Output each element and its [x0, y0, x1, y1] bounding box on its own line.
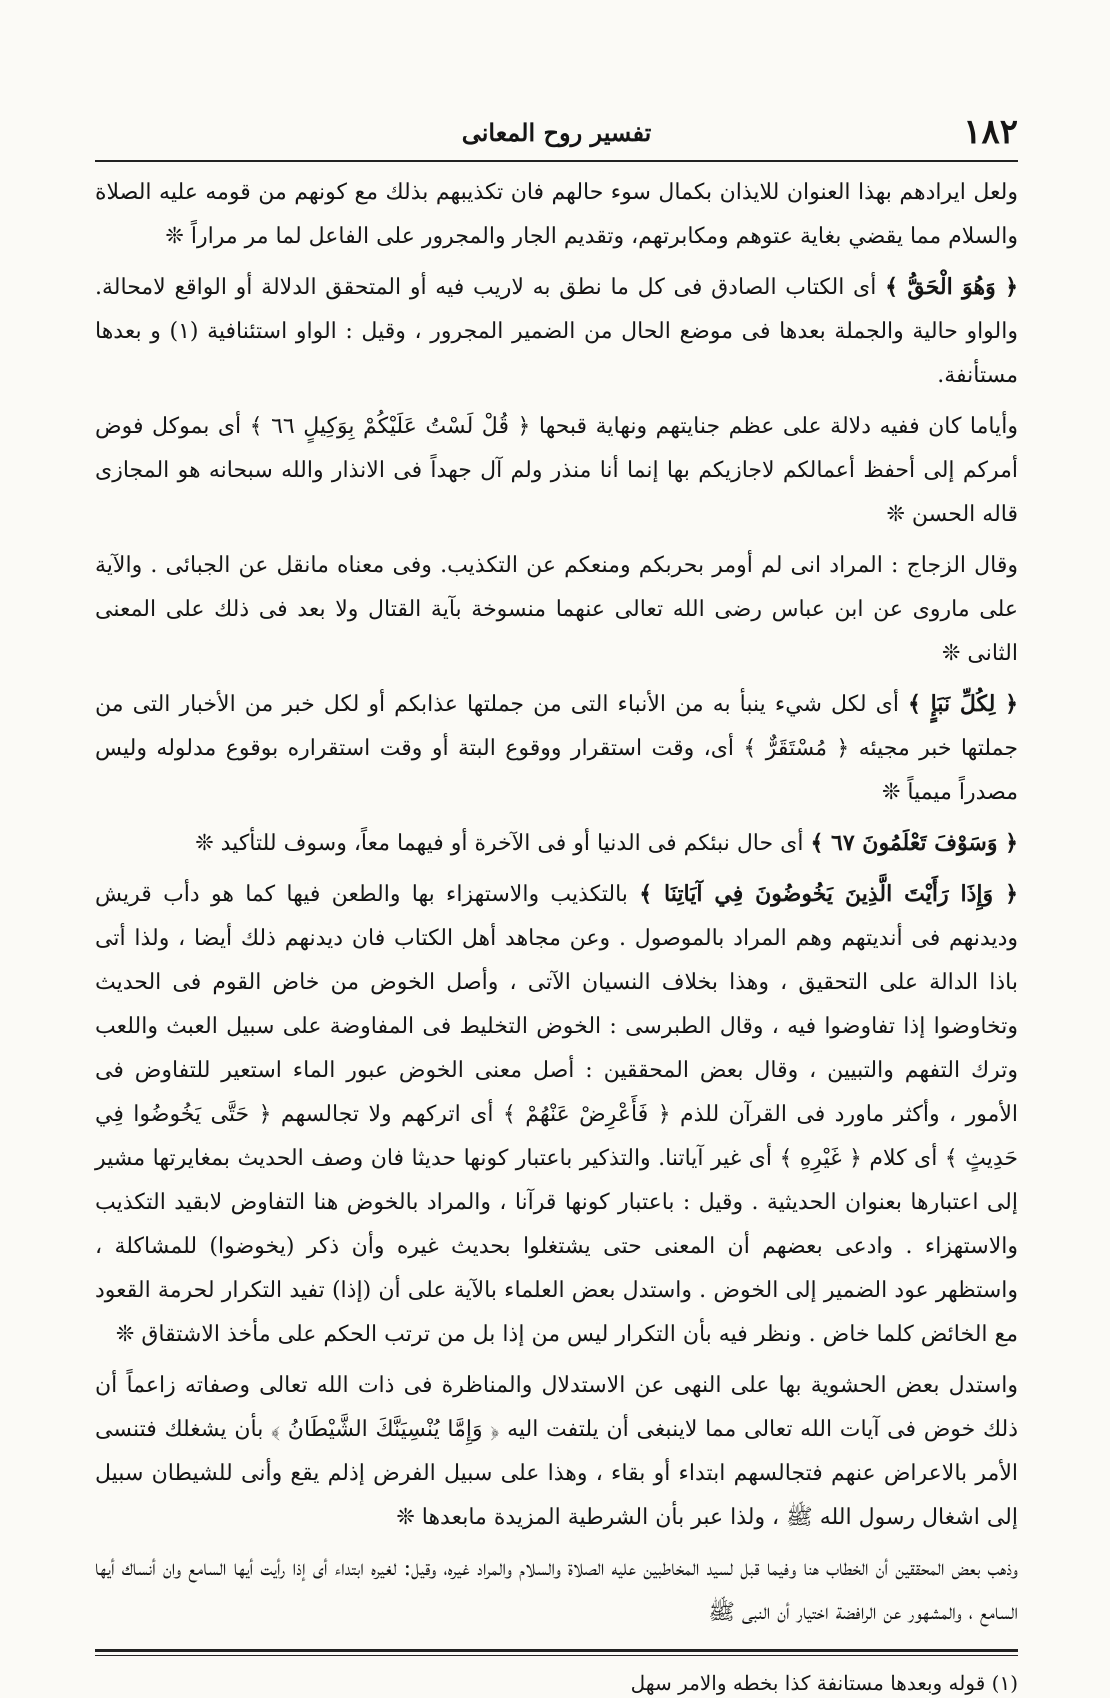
paragraph-8 [95, 1363, 1018, 1540]
paragraph-text: ولعل ايرادهم بهذا العنوان للايذان بكمال سوء حالهم فان تكذيبهم بذلك مع كونهم من قومه عليه الصلاة والسلام مما يقضي بغاية عتوهم ومكابرتهم، وتقديم الجار والمجرور على الفاعل لما مر مراراً ❊ [95, 180, 1018, 249]
paragraph-text: وأياما كان ففيه دلالة على عظم جنايتهم ونهاية قبحها ﴿ قُلْ لَسْتُ عَلَيْكُمْ بِوَكِيلٍ ٦٦ ﴾ أى بموكل فوض أمركم إلى أحفظ أعمالكم لاجازيكم بها إنما أنا منذر ولم آل جهداً فى الانذار والله سبحانه هو المجازى قاله الحسن ❊ [95, 414, 1018, 527]
quran-quote: ﴿ وَهُوَ الْحَقُّ ﴾ [885, 274, 1019, 300]
paragraph-6 [95, 821, 1018, 866]
paragraph-text: أى حال نبئكم فى الدنيا أو فى الآخرة أو فيهما معاً، وسوف للتأكيد ❊ [195, 831, 804, 856]
body-text [95, 170, 1018, 1635]
paragraph-9 [95, 1546, 1018, 1635]
footnote-rule [95, 1649, 1018, 1652]
quran-quote: ﴿ وَإِذَا رَأَيْتَ الَّذِينَ يَخُوضُونَ فِي آيَاتِنَا ﴾ [639, 881, 1018, 907]
paragraph-text: وقال الزجاج : المراد انى لم أومر بحربكم ومنعكم عن التكذيب. وفى معناه مانقل عن الجبائى . والآية على ماروى عن ابن عباس رضى الله تعالى عنهما منسوخة بآية القتال ولا بعد فى ذلك على المعنى الثانى ❊ [95, 553, 1018, 666]
paragraph-3 [95, 404, 1018, 537]
header-rule [95, 160, 1018, 162]
paragraph-1 [95, 170, 1018, 259]
page-header [95, 112, 1018, 164]
paragraph-text: بالتكذيب والاستهزاء بها والطعن فيها كما هو دأب قريش وديدنهم فى أنديتهم وهم المراد بالموصول . وعن مجاهد أهل الكتاب فان ديدنهم ذلك أيضا ، ولذا أتى باذا الدالة على التحقيق ، وهذا بخلاف النسيان الآتى ، وأصل الخوض من خاض القوم فى الحديث وتخاوضوا إذا تفاوضوا فيه ، وقال الطبرسى : الخوض التخليط فى المفاوضة على سبيل العبث واللعب وترك التفهم والتبيين ، وقال بعض المحققين : أصل معنى الخوض عبور الماء استعير للتفاوض فى الأمور ، وأكثر ماورد فى القرآن للذم ﴿ فَأَعْرِضْ عَنْهُمْ ﴾ أى اتركهم ولا تجالسهم ﴿ حَتَّى يَخُوضُوا فِي حَدِيثٍ ﴾ أى كلام ﴿ غَيْرِهِ ﴾ أى غير آياتنا. والتذكير باعتبار كونها حديثا فان وصف الحديث بمغايرتها مشير إلى اعتبارها بعنوان الحديثية . وقيل : باعتبار كونها قرآنا ، والمراد بالخوض هنا التفاوض لابقيد التكذيب والاستهزاء . وادعى بعضهم أن المعنى حتى يشتغلوا بحديث غيره وأن ذكر (يخوضوا) للمشاكلة ، واستظهر عود الضمير إلى الخوض . واستدل بعض العلماء بالآية على أن (إذا) تفيد التكرار لحرمة القعود مع الخائض كلما خاض . ونظر فيه بأن التكرار ليس من إذا بل من ترتب الحكم على مأخذ الاشتقاق ❊ [95, 882, 1019, 1347]
paragraph-5 [95, 682, 1018, 815]
footnote: (١) قوله وبعدها مستانفة كذا بخطه والامر سهل [630, 1671, 1018, 1695]
footnote-rule-thin [95, 1655, 1018, 1656]
running-title: تفسير روح المعانى [461, 118, 652, 147]
paragraph-4 [95, 543, 1018, 676]
page-number: ١٨٢ [963, 112, 1018, 152]
paragraph-text: واستدل بعض الحشوية بها على النهى عن الاستدلال والمناظرة فى ذات الله تعالى وصفاته زاعماً أن ذلك خوض فى آيات الله تعالى مما لاينبغى أن يلتفت اليه ﴿ وَإِمَّا يُنْسِيَنَّكَ الشَّيْطَانُ ﴾ بأن يشغلك فتنسى الأمر بالاعراض عنهم فتجالسهم ابتداء أو بقاء ، وهذا على سبيل الفرض إذلم يقع وأنى للشيطان سبيل إلى اشغال رسول الله ﷺ ، ولذا عبر بأن الشرطية المزيدة مابعدها ❊ [95, 1373, 1018, 1530]
quran-quote: ﴿ لِكُلِّ نَبَإٍ ﴾ [908, 691, 1018, 717]
paragraph-text: أى لكل شيء ينبأ به من الأنباء التى من جملتها عذابكم أو لكل خبر من الأخبار التى من جملتها خبر مجيئه ﴿ مُسْتَقَرٌّ ﴾ أى، وقت استقرار ووقوع البتة أو وقت استقراره بوقوع مدلوله وليس مصدراً ميمياً ❊ [95, 692, 1018, 805]
paragraph-text: وذهب بعض المحققين أن الخطاب هنا وفيما قبل لسيد المخاطبين عليه الصلاة والسلام والمراد غيره، وقيل: لغيره ابتداء أى إذا رأيت أيها السامع وان أنساك أيها السامع ، والمشهور عن الرافضة اختيار أن النبى ﷺ [95, 1556, 1018, 1625]
paragraph-text: أى الكتاب الصادق فى كل ما نطق به لاريب فيه أو المتحقق الدلالة أو الواقع لامحالة. والواو حالية والجملة بعدها فى موضع الحال من الضمير المجرور ، وقيل : الواو استئنافية (١) و بعدها مستأنفة. [95, 275, 1018, 388]
paragraph-2 [95, 265, 1018, 398]
quran-quote: ﴿ وَسَوْفَ تَعْلَمُونَ ٦٧ ﴾ [810, 830, 1018, 856]
paragraph-7 [95, 872, 1018, 1357]
